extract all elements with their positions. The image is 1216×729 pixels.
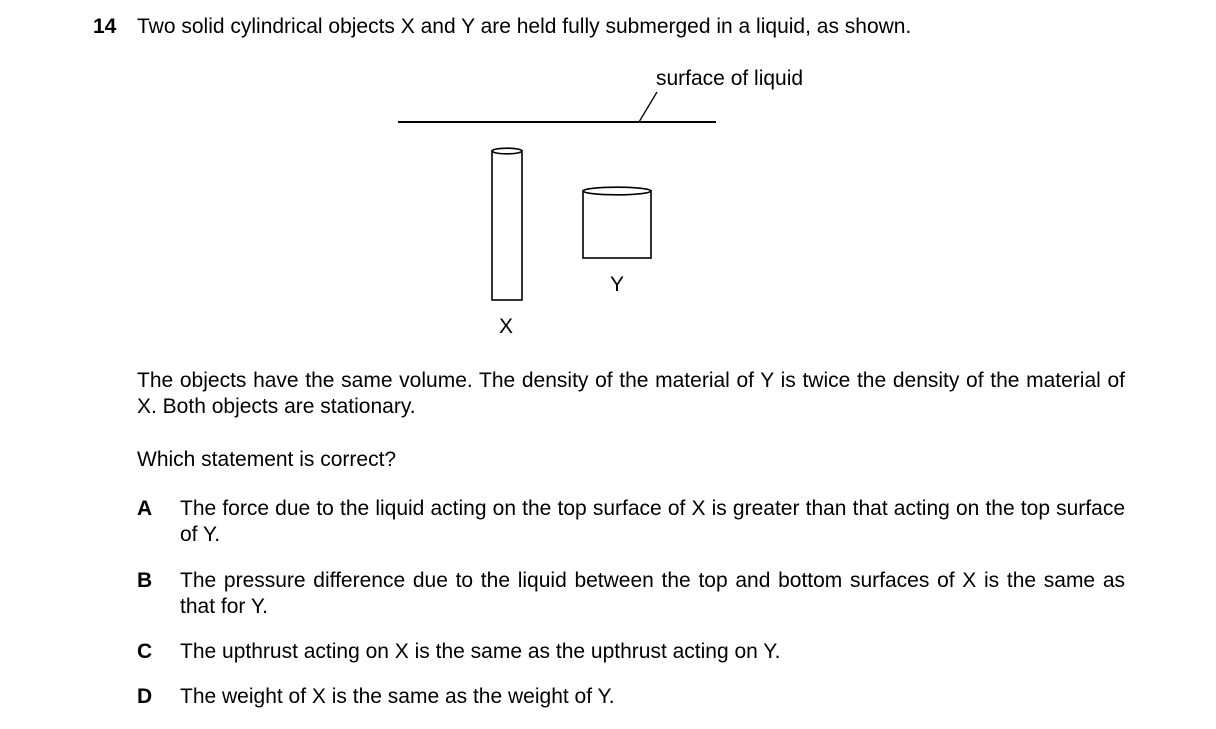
- option-letter: A: [137, 497, 153, 520]
- option-text: The weight of X is the same as the weight of Y.: [180, 685, 615, 708]
- option-letter: C: [137, 640, 153, 663]
- option-text: The pressure difference due to the liquid between the top and bottom surfaces of X is the same as that for Y.: [180, 569, 1125, 618]
- option-text: The force due to the liquid acting on the top surface of X is greater than that acting on the top surface of Y.: [180, 497, 1125, 546]
- object-x-cylinder: [492, 148, 522, 300]
- option-text: The upthrust acting on X is the same as the upthrust acting on Y.: [180, 640, 781, 663]
- submerged-objects-diagram: [0, 0, 1216, 345]
- surface-label-leader: [639, 92, 657, 122]
- context-paragraph: The objects have the same volume. The density of the material of Y is twice the density of the material of X. Both objects are stationary.: [137, 369, 1125, 418]
- question-stem: Two solid cylindrical objects X and Y are held fully submerged in a liquid, as shown.: [137, 15, 912, 38]
- object-y-label: Y: [610, 273, 625, 296]
- object-x-label: X: [499, 315, 514, 338]
- question-prompt: Which statement is correct?: [137, 448, 397, 471]
- question-number: 14: [93, 15, 117, 38]
- surface-label: surface of liquid: [656, 67, 804, 90]
- object-y-cylinder: [583, 187, 651, 258]
- option-letter: B: [137, 569, 153, 592]
- option-letter: D: [137, 685, 153, 708]
